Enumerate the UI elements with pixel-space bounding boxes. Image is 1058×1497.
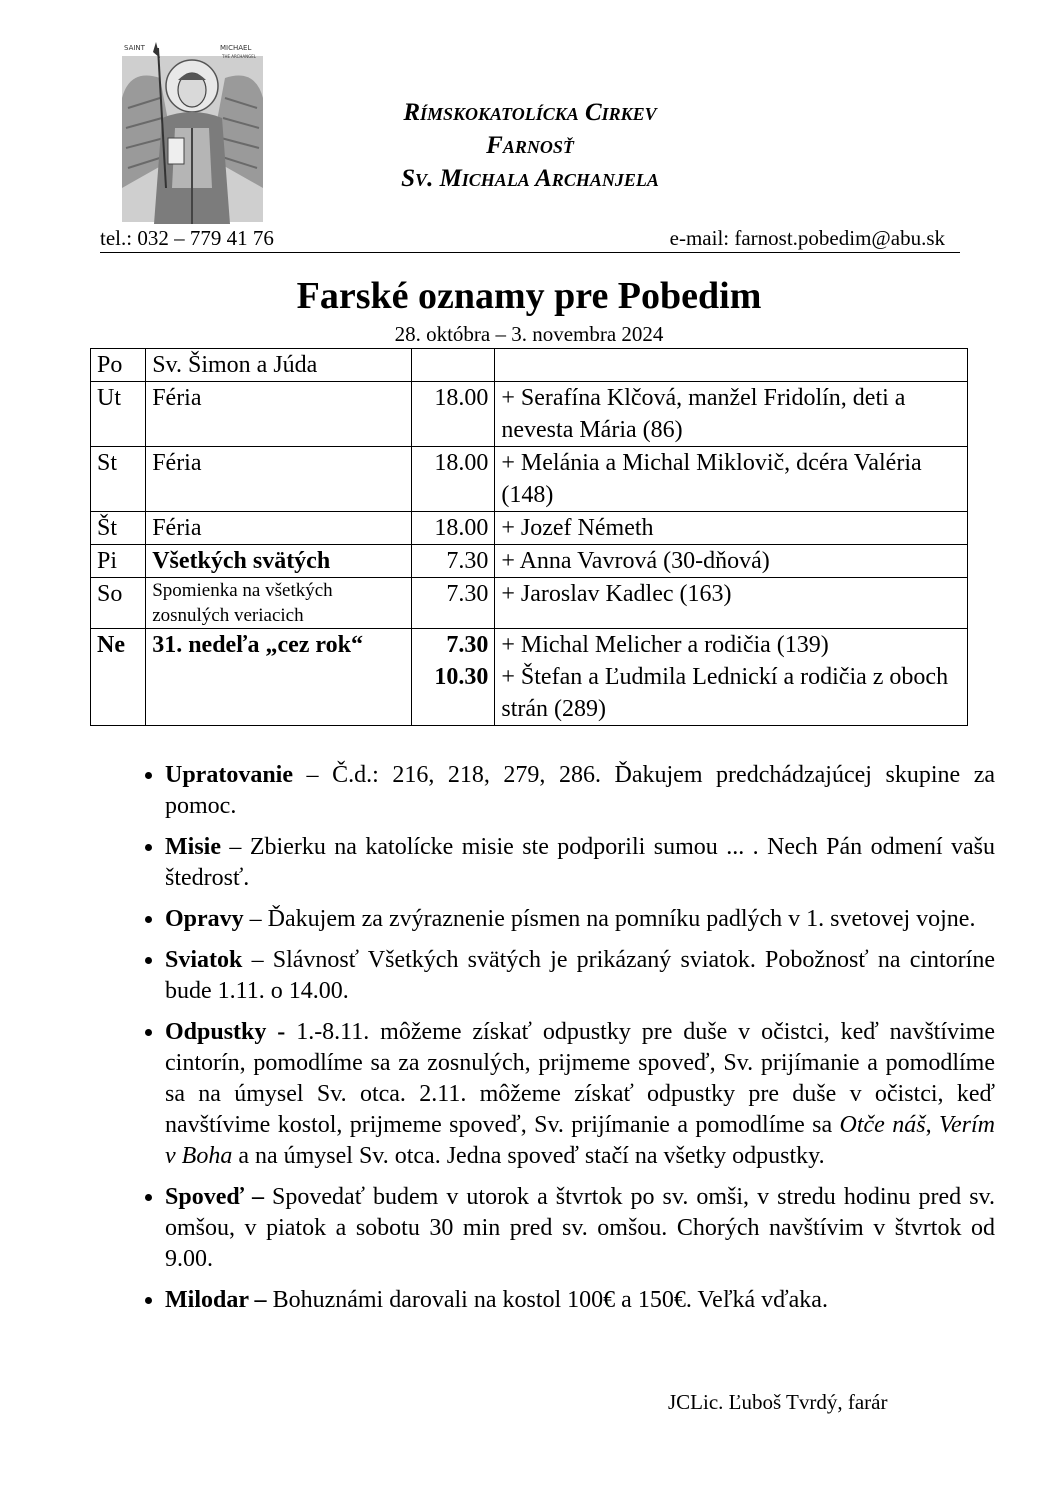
note-text: 1.-8.11. môžeme získať odpustky pre duše v očistci, keď navštívime cintorín, pomodlíme sa za zosnulých, prijmeme spoveď, Sv. prijímanie a pomodlíme sa na úmysel Sv. otca. 2.11. môžeme získať odpustky pre duše v očistci, keď navštívime kostol, prijmeme spoveď, Sv. prijímanie a pomodlíme sa	[165, 1019, 995, 1138]
day-cell: Št	[91, 512, 146, 545]
table-row	[91, 382, 968, 447]
page-title: Farské oznamy pre Pobedim	[296, 275, 762, 317]
intention-cell: + Melánia a Michal Miklovič, dcéra Valéria (148)	[495, 447, 968, 512]
note-heading: Upratovanie	[165, 762, 293, 788]
time-value: 10.30	[434, 664, 489, 690]
day-cell: St	[91, 447, 146, 512]
feast-cell: Spomienka na všetkých zosnulých veriacich	[146, 578, 412, 629]
time-value: 7.30	[446, 632, 489, 658]
icon-label-saint: SAINT	[124, 44, 145, 52]
feast-cell: Féria	[146, 447, 412, 512]
table-row	[91, 447, 968, 512]
church-name-line2: Farnosť	[486, 132, 574, 159]
note-separator	[285, 1019, 296, 1045]
note-text: a na úmysel Sv. otca. Jedna spoveď stačí na všetky odpustky.	[232, 1143, 825, 1169]
church-heading	[300, 96, 760, 195]
note-text: Spovedať budem v utorok a štvrtok po sv. omši, v stredu hodinu pred sv. omšou, v piatok a sobotu 30 min pred sv. omšou. Chorých navštívim v štvrtok od 9.00.	[165, 1184, 995, 1272]
day-cell: Po	[91, 349, 146, 382]
signature: JCLic. Ľuboš Tvrdý, farár	[668, 1390, 888, 1414]
note-separator	[264, 1184, 272, 1210]
prayer-name: Verím v Boha	[165, 1112, 995, 1169]
mass-schedule-table	[90, 348, 968, 726]
time-cell: 18.00	[412, 382, 495, 447]
table-row	[91, 545, 968, 578]
intention-value: + Štefan a Ľudmila Lednickí a rodičia z oboch strán (289)	[501, 664, 949, 722]
time-cell: 18.00	[412, 447, 495, 512]
table-row	[91, 512, 968, 545]
list-item	[165, 945, 995, 1007]
icon-label-michael: MICHAEL	[220, 44, 252, 52]
church-name-line3: Sv. Michala Archanjela	[401, 165, 659, 192]
feast-cell: Všetkých svätých	[146, 545, 412, 578]
phone-number: tel.: 032 – 779 41 76	[100, 226, 274, 250]
intention-cell: + Jozef Németh	[495, 512, 968, 545]
note-heading: Misie	[165, 834, 221, 860]
email-address[interactable]: e-mail: farnost.pobedim@abu.sk	[669, 226, 945, 250]
intention-cell	[495, 349, 968, 382]
intention-cell: + Anna Vavrová (30-dňová)	[495, 545, 968, 578]
note-heading: Sviatok	[165, 947, 243, 973]
church-name-line1: Rímskokatolícka Cirkev	[403, 99, 657, 126]
feast-cell: Féria	[146, 382, 412, 447]
note-separator: –	[220, 834, 250, 860]
date-range: 28. októbra – 3. novembra 2024	[394, 322, 664, 346]
note-separator: –	[242, 947, 273, 973]
intention-cell: + Serafína Klčová, manžel Fridolín, deti a nevesta Mária (86)	[495, 382, 968, 447]
note-heading: Opravy	[165, 906, 244, 932]
note-text: Bohuznámi darovali na kostol 100€ a 150€. Veľká vďaka.	[272, 1287, 828, 1313]
note-heading: Milodar –	[165, 1287, 267, 1313]
list-item	[165, 904, 995, 935]
intention-cell	[495, 629, 968, 726]
note-text: Slávnosť Všetkých svätých je prikázaný sviatok. Pobožnosť na cintoríne bude 1.11. o 14.00.	[165, 947, 995, 1004]
announcements-list	[130, 760, 995, 1326]
note-heading: Odpustky -	[165, 1019, 286, 1045]
time-cell	[412, 349, 495, 382]
table-row	[91, 578, 968, 629]
note-text: ,	[925, 1112, 939, 1138]
list-item	[165, 760, 995, 822]
feast-cell: Sv. Šimon a Júda	[146, 349, 412, 382]
icon-label-archangel: THE ARCHANGEL	[222, 54, 256, 59]
day-cell: So	[91, 578, 146, 629]
feast-cell: 31. nedeľa „cez rok“	[146, 629, 412, 726]
table-row	[91, 629, 968, 726]
saint-michael-icon-image	[120, 38, 265, 224]
note-text: Zbierku na katolícke misie ste podporili sumou ... . Nech Pán odmení vašu štedrosť.	[165, 834, 996, 891]
feast-cell: Féria	[146, 512, 412, 545]
intention-value: + Michal Melicher a rodičia (139)	[501, 632, 829, 658]
note-heading: Spoveď –	[165, 1184, 264, 1210]
note-separator: –	[293, 762, 333, 788]
time-cell	[412, 629, 495, 726]
day-cell: Pi	[91, 545, 146, 578]
day-cell: Ut	[91, 382, 146, 447]
time-cell: 7.30	[412, 545, 495, 578]
note-text: Č.d.: 216, 218, 279, 286. Ďakujem predchádzajúcej skupine za pomoc.	[165, 762, 996, 819]
list-item	[165, 1285, 995, 1316]
day-cell: Ne	[91, 629, 146, 726]
intention-cell: + Jaroslav Kadlec (163)	[495, 578, 968, 629]
time-cell: 18.00	[412, 512, 495, 545]
prayer-name: Otče náš	[839, 1112, 926, 1138]
note-text: Ďakujem za zvýraznenie písmen na pomníku padlých v 1. svetovej vojne.	[267, 906, 976, 932]
note-separator: –	[243, 906, 268, 932]
list-item	[165, 1182, 995, 1275]
list-item	[165, 1017, 995, 1172]
time-cell: 7.30	[412, 578, 495, 629]
list-item	[165, 832, 995, 894]
contact-line	[100, 226, 960, 253]
table-row	[91, 349, 968, 382]
